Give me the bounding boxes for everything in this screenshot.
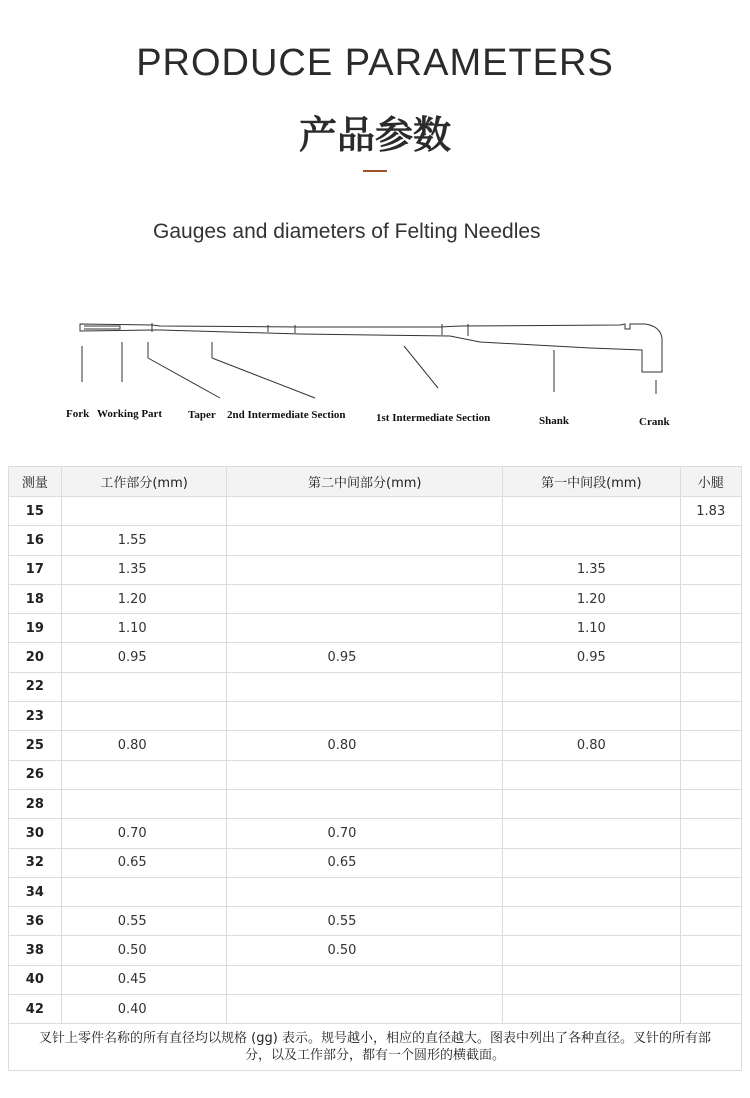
cell-shank — [680, 907, 742, 936]
cell-first-intermediate — [503, 907, 680, 936]
cell-first-intermediate — [503, 760, 680, 789]
table-row — [9, 555, 742, 584]
cell-working-part — [61, 702, 227, 731]
cell-shank — [680, 936, 742, 965]
diagram-label-shank: Shank — [539, 415, 569, 427]
cell-shank — [680, 965, 742, 994]
cell-second-intermediate — [227, 760, 503, 789]
table-row — [9, 760, 742, 789]
table-row — [9, 584, 742, 613]
cell-second-intermediate — [227, 526, 503, 555]
cell-gauge: 26 — [9, 760, 62, 789]
cell-gauge: 19 — [9, 614, 62, 643]
cell-second-intermediate — [227, 965, 503, 994]
cell-second-intermediate: 0.55 — [227, 907, 503, 936]
cell-first-intermediate — [503, 702, 680, 731]
cell-gauge: 23 — [9, 702, 62, 731]
cell-second-intermediate — [227, 614, 503, 643]
cell-first-intermediate — [503, 936, 680, 965]
cell-second-intermediate — [227, 555, 503, 584]
cell-second-intermediate — [227, 789, 503, 818]
table-row — [9, 819, 742, 848]
col-header-second-intermediate: 第二中间部分(mm) — [227, 467, 503, 497]
cell-shank — [680, 731, 742, 760]
needle-outline — [80, 323, 662, 372]
cell-working-part: 0.80 — [61, 731, 227, 760]
cell-gauge: 42 — [9, 995, 62, 1024]
table-row — [9, 526, 742, 555]
cell-gauge: 20 — [9, 643, 62, 672]
cell-shank — [680, 877, 742, 906]
cell-shank — [680, 584, 742, 613]
table-note-row — [9, 1024, 742, 1071]
cell-shank — [680, 526, 742, 555]
cell-shank — [680, 614, 742, 643]
cell-gauge: 30 — [9, 819, 62, 848]
col-header-first-intermediate: 第一中间段(mm) — [503, 467, 680, 497]
table-row — [9, 614, 742, 643]
table-row — [9, 672, 742, 701]
cell-second-intermediate — [227, 995, 503, 1024]
cell-working-part: 1.35 — [61, 555, 227, 584]
diagram-label-working-part: Working Part — [97, 408, 163, 420]
cell-first-intermediate: 1.10 — [503, 614, 680, 643]
gauge-table — [8, 466, 742, 1071]
table-body — [9, 497, 742, 1024]
cell-first-intermediate — [503, 848, 680, 877]
cell-shank — [680, 819, 742, 848]
cell-gauge: 28 — [9, 789, 62, 818]
cell-first-intermediate: 0.95 — [503, 643, 680, 672]
cell-working-part — [61, 672, 227, 701]
cell-second-intermediate — [227, 702, 503, 731]
cell-second-intermediate: 0.95 — [227, 643, 503, 672]
diagram-label-taper: Taper — [188, 409, 216, 421]
cell-gauge: 38 — [9, 936, 62, 965]
table-header-row — [9, 467, 742, 497]
table-row — [9, 907, 742, 936]
cell-shank: 1.83 — [680, 497, 742, 526]
cell-first-intermediate: 1.20 — [503, 584, 680, 613]
page-title-en: PRODUCE PARAMETERS — [136, 42, 614, 84]
cell-shank — [680, 555, 742, 584]
cell-second-intermediate: 0.80 — [227, 731, 503, 760]
cell-first-intermediate: 0.80 — [503, 731, 680, 760]
table-row — [9, 995, 742, 1024]
cell-first-intermediate — [503, 789, 680, 818]
cell-working-part: 0.45 — [61, 965, 227, 994]
title-accent-line — [363, 170, 387, 172]
cell-shank — [680, 995, 742, 1024]
cell-second-intermediate — [227, 672, 503, 701]
cell-shank — [680, 702, 742, 731]
cell-working-part — [61, 789, 227, 818]
cell-gauge: 18 — [9, 584, 62, 613]
table-row — [9, 965, 742, 994]
cell-first-intermediate — [503, 497, 680, 526]
cell-working-part — [61, 877, 227, 906]
cell-shank — [680, 643, 742, 672]
diagram-label-1st-intermediate: 1st Intermediate Section — [376, 412, 491, 424]
cell-second-intermediate: 0.50 — [227, 936, 503, 965]
cell-gauge: 32 — [9, 848, 62, 877]
cell-working-part: 0.55 — [61, 907, 227, 936]
cell-first-intermediate — [503, 965, 680, 994]
table-row — [9, 702, 742, 731]
col-header-gauge: 测量 — [9, 467, 62, 497]
cell-second-intermediate — [227, 497, 503, 526]
table-row — [9, 789, 742, 818]
cell-first-intermediate — [503, 672, 680, 701]
cell-gauge: 22 — [9, 672, 62, 701]
col-header-working-part: 工作部分(mm) — [61, 467, 227, 497]
cell-first-intermediate: 1.35 — [503, 555, 680, 584]
cell-working-part: 0.65 — [61, 848, 227, 877]
leader-lines — [82, 342, 656, 398]
cell-working-part: 1.55 — [61, 526, 227, 555]
diagram-label-fork: Fork — [66, 408, 90, 420]
table-row — [9, 643, 742, 672]
cell-first-intermediate — [503, 819, 680, 848]
cell-second-intermediate: 0.70 — [227, 819, 503, 848]
cell-working-part: 0.40 — [61, 995, 227, 1024]
cell-second-intermediate — [227, 877, 503, 906]
diagram-label-2nd-intermediate: 2nd Intermediate Section — [227, 409, 346, 421]
cell-working-part: 0.70 — [61, 819, 227, 848]
cell-gauge: 34 — [9, 877, 62, 906]
cell-working-part: 0.50 — [61, 936, 227, 965]
cell-gauge: 25 — [9, 731, 62, 760]
table-row — [9, 848, 742, 877]
cell-shank — [680, 672, 742, 701]
cell-second-intermediate: 0.65 — [227, 848, 503, 877]
cell-gauge: 36 — [9, 907, 62, 936]
section-subtitle: Gauges and diameters of Felting Needles — [153, 220, 541, 243]
cell-first-intermediate — [503, 526, 680, 555]
cell-gauge: 40 — [9, 965, 62, 994]
table-note: 叉针上零件名称的所有直径均以规格 (gg) 表示。规号越小，相应的直径越大。图表中列出了各种直径。叉针的所有部分，以及工作部分，都有一个圆形的横截面。 — [9, 1024, 742, 1071]
cell-second-intermediate — [227, 584, 503, 613]
cell-gauge: 16 — [9, 526, 62, 555]
cell-working-part: 0.95 — [61, 643, 227, 672]
page-title-cn: 产品参数 — [298, 113, 451, 157]
cell-shank — [680, 789, 742, 818]
cell-shank — [680, 760, 742, 789]
cell-gauge: 17 — [9, 555, 62, 584]
cell-working-part — [61, 760, 227, 789]
diagram-label-crank: Crank — [639, 416, 670, 428]
table-row — [9, 731, 742, 760]
cell-working-part: 1.20 — [61, 584, 227, 613]
col-header-shank: 小腿 — [680, 467, 742, 497]
cell-working-part — [61, 497, 227, 526]
cell-shank — [680, 848, 742, 877]
cell-first-intermediate — [503, 877, 680, 906]
felting-needle-diagram — [60, 306, 700, 436]
cell-gauge: 15 — [9, 497, 62, 526]
table-row — [9, 936, 742, 965]
cell-first-intermediate — [503, 995, 680, 1024]
cell-working-part: 1.10 — [61, 614, 227, 643]
table-row — [9, 877, 742, 906]
table-row — [9, 497, 742, 526]
